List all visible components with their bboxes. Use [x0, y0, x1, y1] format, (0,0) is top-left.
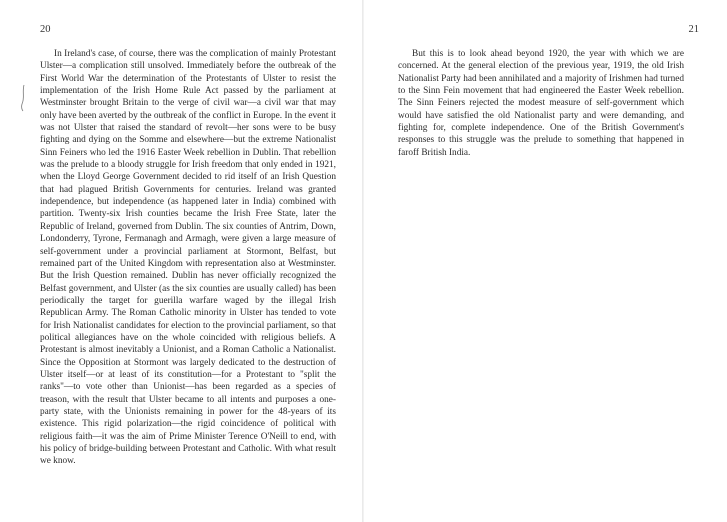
page-number-left: 20 — [40, 24, 51, 35]
page-number-right: 21 — [688, 24, 699, 35]
body-text-left — [40, 48, 336, 468]
paragraph: But this is to look ahead beyond 1920, the year with which we are concerned. At the general election of the previous year, 1919, the old Irish Nationalist Party had been annihilated and a majority of Irishmen had turned to the Sinn Fein movement that had engineered the Easter Week rebellion. The Sinn Feiners rejected the modest measure of self-government which would have satisfied the old Nationalist party and were demanding, and fighting for, complete independence. One of the British Government's responses to this struggle was the prelude to something that happened in faroff British India. — [398, 49, 684, 158]
margin-pencil-mark — [19, 84, 27, 112]
body-text-right — [398, 48, 684, 159]
right-page — [364, 0, 727, 522]
left-page — [0, 0, 363, 522]
paragraph: In Ireland's case, of course, there was the complication of mainly Protestant Ulster—a complication still unsolved. Immediately before the outbreak of the First World War the determination of the Protestants of Ulster to resist the implementation of the Irish Home Rule Act passed by the parliament at Westminster brought Britain to the verge of civil war—a civil war that may only have been averted by the outbreak of the conflict in Europe. In the event it was not Ulster that raised the standard of revolt—her sons were to be busy fighting and dying on the Somme and elsewhere—but the extreme Nationalist Sinn Feiners who led the 1916 Easter Week rebellion in Dublin. That rebellion was the prelude to a bloody struggle for Irish freedom that only ended in 1921, when the Lloyd George Government decided to rid itself of an Irish Question that had plagued British Governments for centuries. Ireland was granted independence, but independence (as happened later in India) combined with partition. Twenty-six Irish counties became the Irish Free State, later the Republic of Ireland, governed from Dublin. The six counties of Antrim, Down, Londonderry, Tyrone, Fermanagh and Armagh, were given a large measure of self-government under a provincial parliament at Stormont, Belfast, but remained part of the United Kingdom with representation also at Westminster. But the Irish Question remained. Dublin has never officially recognized the Belfast government, and Ulster (as the six counties are usually called) has been periodically the target for guerilla warfare waged by the illegal Irish Republican Army. The Roman Catholic minority in Ulster has tended to vote for Irish Nationalist candidates for election to the provincial parliament, so that political allegiances have on the whole coincided with religious beliefs. A Protestant is almost inevitably a Unionist, and a Roman Catholic a Nationalist. Since the Opposition at Stormont was largely dedicated to the destruction of Ulster itself—or at least of its constitution—for a Protestant to "split the ranks"—to vote other than Unionist—has been regarded as a species of treason, with the result that Ulster became to all intents and purposes a one-party state, with the Unionists remaining in power for the 48-years of its existence. This rigid polarization—the rigid coincidence of political with religious faith—it was the aim of Prime Minister Terence O'Neill to end, with his policy of bridge-building between Protestant and Catholic. With what result we know. — [40, 49, 336, 467]
